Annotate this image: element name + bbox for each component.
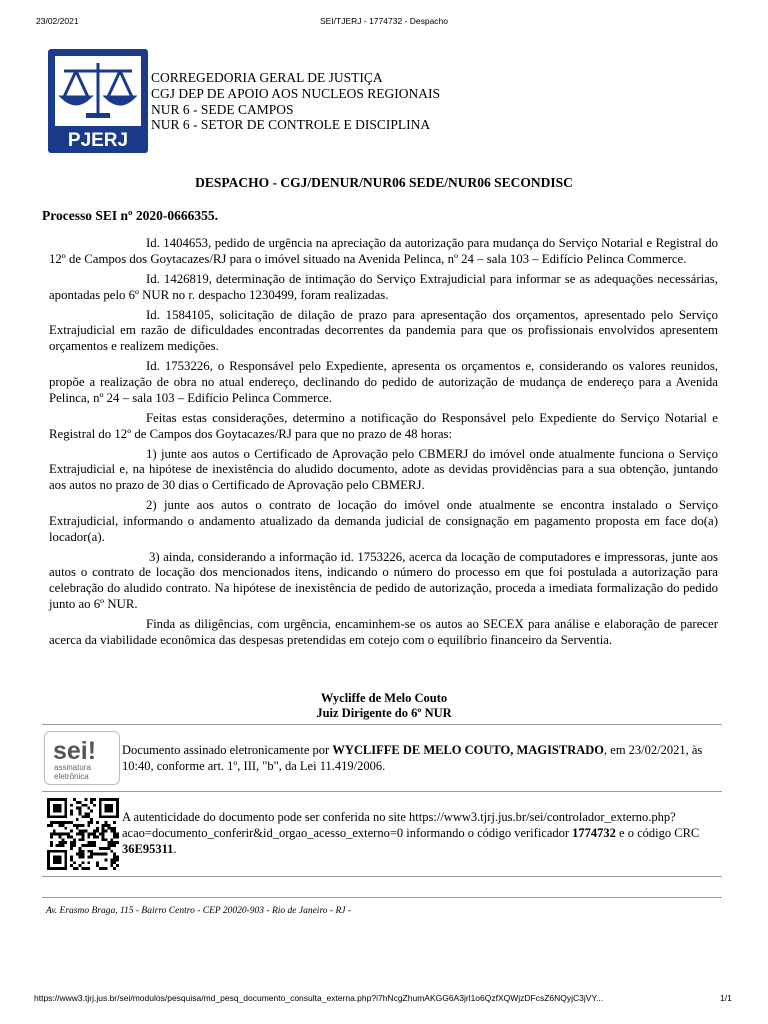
document-body xyxy=(49,236,718,653)
signature-block xyxy=(0,691,768,721)
signer-name: Wycliffe de Melo Couto xyxy=(320,691,448,705)
paragraph-5: Feitas estas considerações, determino a notificação do Responsável pelo Expediente do Serviço Notarial e Registral do 12º de Campos dos Goytacazes/RJ para que no prazo de 48 horas: xyxy=(49,410,718,441)
verification-crc: 36E95311 xyxy=(122,842,174,856)
verification-text: A autenticidade do documento pode ser conferida no site https://www3.tjrj.jus.br/sei/controlador_externo.php?acao=documento_conferir&id_orgao_acesso_externo=0 informando o código verificador 1774732 e o código CRC 36E95311. xyxy=(122,810,700,856)
logo-text: PJERJ xyxy=(67,130,129,151)
org-line-1: CORREGEDORIA GERAL DE JUSTIÇA xyxy=(151,70,383,85)
divider-2 xyxy=(42,791,722,792)
sei-signature-badge xyxy=(44,731,120,785)
document-title: DESPACHO - CGJ/DENUR/NUR06 SEDE/NUR06 SECONDISC xyxy=(195,175,573,190)
paragraph-7: 2) junte aos autos o contrato de locação do imóvel onde atualmente se encontra instalado o Serviço Extrajudicial, informando o andamento atualizado da demanda judicial de consignação em pagamento proposta em face do(a) locador(a). xyxy=(49,498,718,544)
qr-code-icon xyxy=(47,798,119,870)
divider-3 xyxy=(42,876,722,877)
sei-badge-icon xyxy=(45,732,119,784)
svg-text:eletrônica: eletrônica xyxy=(54,772,89,781)
svg-text:assinatura: assinatura xyxy=(54,763,91,772)
print-title: SEI/TJERJ - 1774732 - Despacho xyxy=(319,16,449,26)
print-page: 1/1 xyxy=(720,993,732,1003)
paragraph-2: Id. 1426819, determinação de intimação do Serviço Extrajudicial para informar se as adequações necessárias, apontadas pelo 6º NUR no r. despacho 1230499, foram realizadas. xyxy=(49,271,718,302)
print-url: https://www3.tjrj.jus.br/sei/modulos/pesquisa/md_pesq_documento_consulta_externa.php?i7hNcgZhumAKGG6A3jrl1o6QzfXQWjzDFcsZ6NQyjC3jVY... xyxy=(34,993,604,1003)
divider-1 xyxy=(42,724,722,725)
org-line-2: CGJ DEP DE APOIO AOS NUCLEOS REGIONAIS xyxy=(151,85,441,101)
signature-text: Documento assinado eletronicamente por WYCLIFFE DE MELO COUTO, MAGISTRADO, em 23/02/2021, às 10:40, conforme art. 1º, III, "b", da Lei 11.419/2006. xyxy=(122,743,703,773)
verification-code: 1774732 xyxy=(572,826,616,840)
paragraph-4: Id. 1753226, o Responsável pelo Expediente, apresenta os orçamentos e, considerando os valores reunidos, propõe a realização de obra no atual endereço, declinando do pedido de autorização de mudança de endereço para a Avenida Pelinca, nº 24 – sala 103 – Edifício Pelinca Commerce. xyxy=(49,359,718,405)
paragraph-3: Id. 1584105, solicitação de dilação de prazo para apresentação dos orçamentos, apresentado pelo Serviço Extrajudicial em razão de dificuldades encontradas decorrentes da pandemia para que os profissionais envolvidos apresentem orçamentos e realizem medições. xyxy=(49,307,718,354)
divider-4 xyxy=(42,897,722,898)
paragraph-9: Finda as diligências, com urgência, encaminhem-se os autos ao SECEX para análise e elaboração de parecer acerca da viabilidade econômica das despesas pretendidas em cotejo com o equilíbrio financeiro da Serventia. xyxy=(49,617,718,647)
paragraph-8: 3) ainda, considerando a informação id. 1753226, acerca da locação de computadores e impressoras, junte aos autos o contrato de locação dos mencionados itens, indicando o número do processo em que foi postulada a autorização para celebração do aludido contrato. Na hipótese de inexistência de pedido de autorização, proceda a imediata formalização do pedido junto ao 6º NUR. xyxy=(49,549,718,612)
footer-address: Av. Erasmo Braga, 115 - Bairro Centro - CEP 20020-903 - Rio de Janeiro - RJ - xyxy=(46,906,352,916)
org-header xyxy=(151,70,440,133)
signature-signer: WYCLIFFE DE MELO COUTO, MAGISTRADO xyxy=(332,743,605,757)
org-line-3: NUR 6 - SEDE CAMPOS xyxy=(151,101,294,117)
paragraph-6: 1) junte aos autos o Certificado de Aprovação pelo CBMERJ do imóvel onde atualmente funciona o Serviço Extrajudicial e, na hipótese de inexistência do aludido documento, adote as devidas providências para a sua obtenção, juntando aos autos no prazo de 30 dias o Certificado de Aprovação pelo CBMERJ. xyxy=(49,446,718,493)
svg-text:sei!: sei! xyxy=(53,737,97,765)
paragraph-1: Id. 1404653, pedido de urgência na apreciação da autorização para mudança do Serviço Notarial e Registral do 12º de Campos dos Goytacazes/RJ para o imóvel situado na Avenida Pelinca, nº 24 – sala 103 – Edifício Pelinca Commerce. xyxy=(49,236,718,266)
print-date: 23/02/2021 xyxy=(36,16,79,26)
org-line-4: NUR 6 - SETOR DE CONTROLE E DISCIPLINA xyxy=(151,117,431,133)
pjerj-logo xyxy=(48,49,148,153)
signer-role: Juiz Dirigente do 6º NUR xyxy=(316,706,452,720)
process-number: Processo SEI nº 2020-0666355. xyxy=(42,208,218,223)
